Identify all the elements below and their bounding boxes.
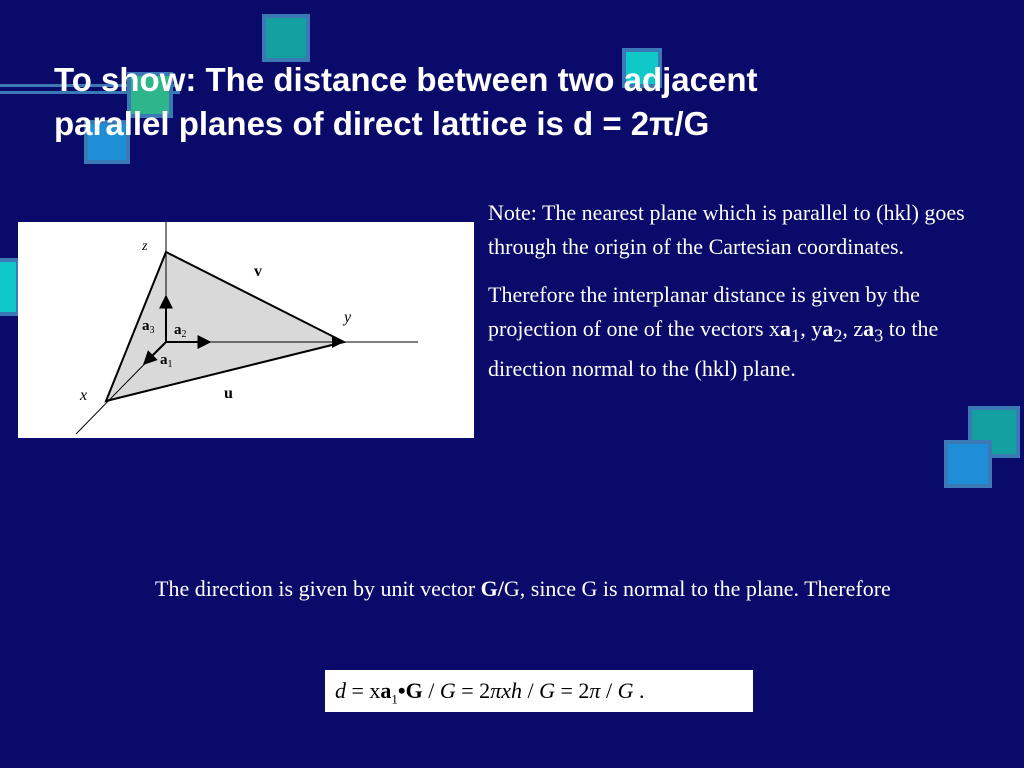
note-paragraph-1: Note: The nearest plane which is parallel to (hkl) goes through the origin of the Cartesian coordinates.	[488, 200, 965, 259]
note-paragraph-2: Therefore the interplanar distance is given by the projection of one of the vectors $xa_1$, $ya_2$, $za_3$ to the direction normal to the (hkl) plane.	[488, 282, 939, 382]
y-label: y	[344, 309, 352, 326]
distance-formula: $d = xa_1•G / G = 2\pi xh / G = 2\pi / G$ .	[325, 670, 753, 712]
deco-square	[0, 258, 20, 316]
u-label: u	[224, 385, 233, 402]
direction-text: The direction is given by unit vector G/G, since G is normal to the plane. Therefore	[155, 576, 891, 601]
lattice-plane-diagram	[18, 222, 474, 438]
v-label: v	[254, 263, 262, 280]
title-line-1: To show: The distance between two adjacent	[54, 61, 758, 98]
z-label: z	[142, 239, 148, 254]
x-label: x	[80, 387, 88, 404]
deco-square	[944, 440, 992, 488]
lattice-plane-figure	[18, 222, 474, 438]
a3-label: $a_3$	[142, 318, 155, 336]
y-arrow-head	[332, 336, 344, 348]
slide-title	[54, 58, 994, 146]
a1-label: $a_1$	[160, 352, 173, 370]
a2-label: $a_2$	[174, 322, 187, 340]
deco-square	[262, 14, 310, 62]
note-text	[488, 196, 978, 400]
title-line-2: parallel planes of direct lattice is d = 2π/G	[54, 105, 710, 142]
